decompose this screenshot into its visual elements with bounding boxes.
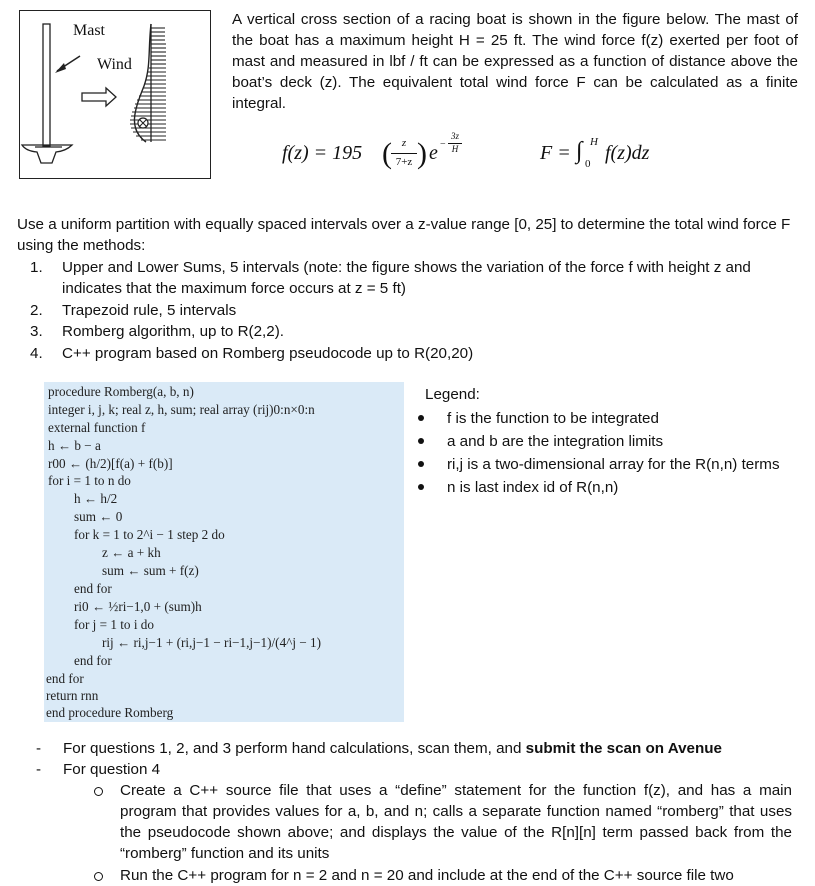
code-line: sum ← 0 xyxy=(74,509,123,524)
romberg-pseudocode xyxy=(44,382,404,722)
dash-bullet: - xyxy=(36,740,42,757)
eq-f-exp-base: e xyxy=(429,142,438,164)
code-line: end for xyxy=(74,653,112,668)
eq-F-upper: H xyxy=(590,136,598,148)
code-line: end for xyxy=(74,581,112,596)
q4-run-instruction: Run the C++ program for n = 2 and n = 20 and include at the end of the C++ source file two xyxy=(120,867,734,884)
eq-F-lower: 0 xyxy=(585,158,591,170)
code-line: external function f xyxy=(48,420,146,435)
code-line: h ← b − a xyxy=(48,438,101,453)
code-line: for j = 1 to i do xyxy=(74,617,154,632)
code-line: integer i, j, k; real z, h, sum; real array (rij)0:n×0:n xyxy=(48,402,315,417)
bullet-icon xyxy=(418,461,424,467)
circle-bullet-icon xyxy=(94,787,103,796)
q123-note: For questions 1, 2, and 3 perform hand calculations, scan them, and submit the scan on Avenue xyxy=(63,740,722,757)
eq-f-lhs: f(z) = 195 xyxy=(282,142,363,164)
code-line: rij ← ri,j−1 + (ri,j−1 − ri−1,j−1)/(4^j − 1) xyxy=(102,635,322,650)
code-line: z ← a + kh xyxy=(102,545,161,560)
circle-bullet-icon xyxy=(94,872,103,881)
methods-list: 1. Upper and Lower Sums, 5 intervals (note: the figure shows the variation of the force f with height z and indicates that the maximum force occurs at z = 5 ft) 2. Trapezoid rule, 5 intervals 3. Romberg algorithm, up to R(2,2). 4. C++ program based on Romberg pseudocode up to R(20,20) xyxy=(30,259,751,362)
code-line: end for xyxy=(46,671,84,686)
code-line: h ← h/2 xyxy=(74,491,118,506)
mast-label: Mast xyxy=(73,22,105,39)
code-line: ri0 ← ½ri−1,0 + (sum)h xyxy=(74,599,202,614)
dash-bullet: - xyxy=(36,761,42,778)
eq-f-exp-num: 3z xyxy=(450,131,459,141)
code-line: return rnn xyxy=(46,688,99,703)
code-line: for i = 1 to n do xyxy=(48,473,131,488)
hull-shape xyxy=(22,145,72,163)
bullet-icon xyxy=(418,484,424,490)
boat-diagram xyxy=(20,11,209,177)
code-line: procedure Romberg(a, b, n) xyxy=(48,384,194,399)
instructions-paragraph: Use a uniform partition with equally spaced intervals over a z-value range [0, 25] to determine the total wind force F using the methods: xyxy=(17,216,791,254)
submit-scan-emphasis: submit the scan on Avenue xyxy=(525,740,722,757)
wind-label: Wind xyxy=(97,56,132,73)
code-line: r00 ← (h/2)[f(a) + f(b)] xyxy=(48,456,173,471)
code-line: sum ← sum + f(z) xyxy=(102,563,199,578)
bullet-icon xyxy=(418,415,424,421)
bullet-icon xyxy=(418,438,424,444)
legend-title: Legend: xyxy=(425,386,480,403)
boat-figure xyxy=(19,10,211,179)
code-line: for k = 1 to 2^i − 1 step 2 do xyxy=(74,527,225,542)
intro-paragraph: A vertical cross section of a racing boat is shown in the figure below. The mast of the boat has a maximum height H = 25 ft. The wind force f(z) exerted per foot of mast and measured in lbf / ft can be expressed as a function of distance above the boat’s deck (z). The equivalent total wind force F can be calculated as a finite integral. xyxy=(232,11,798,112)
eq-f-exp-den: H xyxy=(451,144,459,154)
mast-shape xyxy=(43,24,50,146)
eq-f-frac-den: 7+z xyxy=(395,156,413,168)
code-line: end procedure Romberg xyxy=(46,705,174,720)
wind-arrow-icon xyxy=(82,88,116,106)
eq-f-frac-num: z xyxy=(401,137,407,149)
q4-create-instruction: Create a C++ source file that uses a “define” statement for the function f(z), and has a main program that provides values for a, b, and n; calls a separate function named “romberg” that uses the pseudocode shown above; and displays the value of the R[n][n] term passed back from the “romberg” function and its units xyxy=(120,782,792,862)
eq-F-lhs: F = xyxy=(540,142,571,164)
eq-F-integrand: f(z)dz xyxy=(605,142,650,164)
q4-note: For question 4 xyxy=(63,761,161,778)
